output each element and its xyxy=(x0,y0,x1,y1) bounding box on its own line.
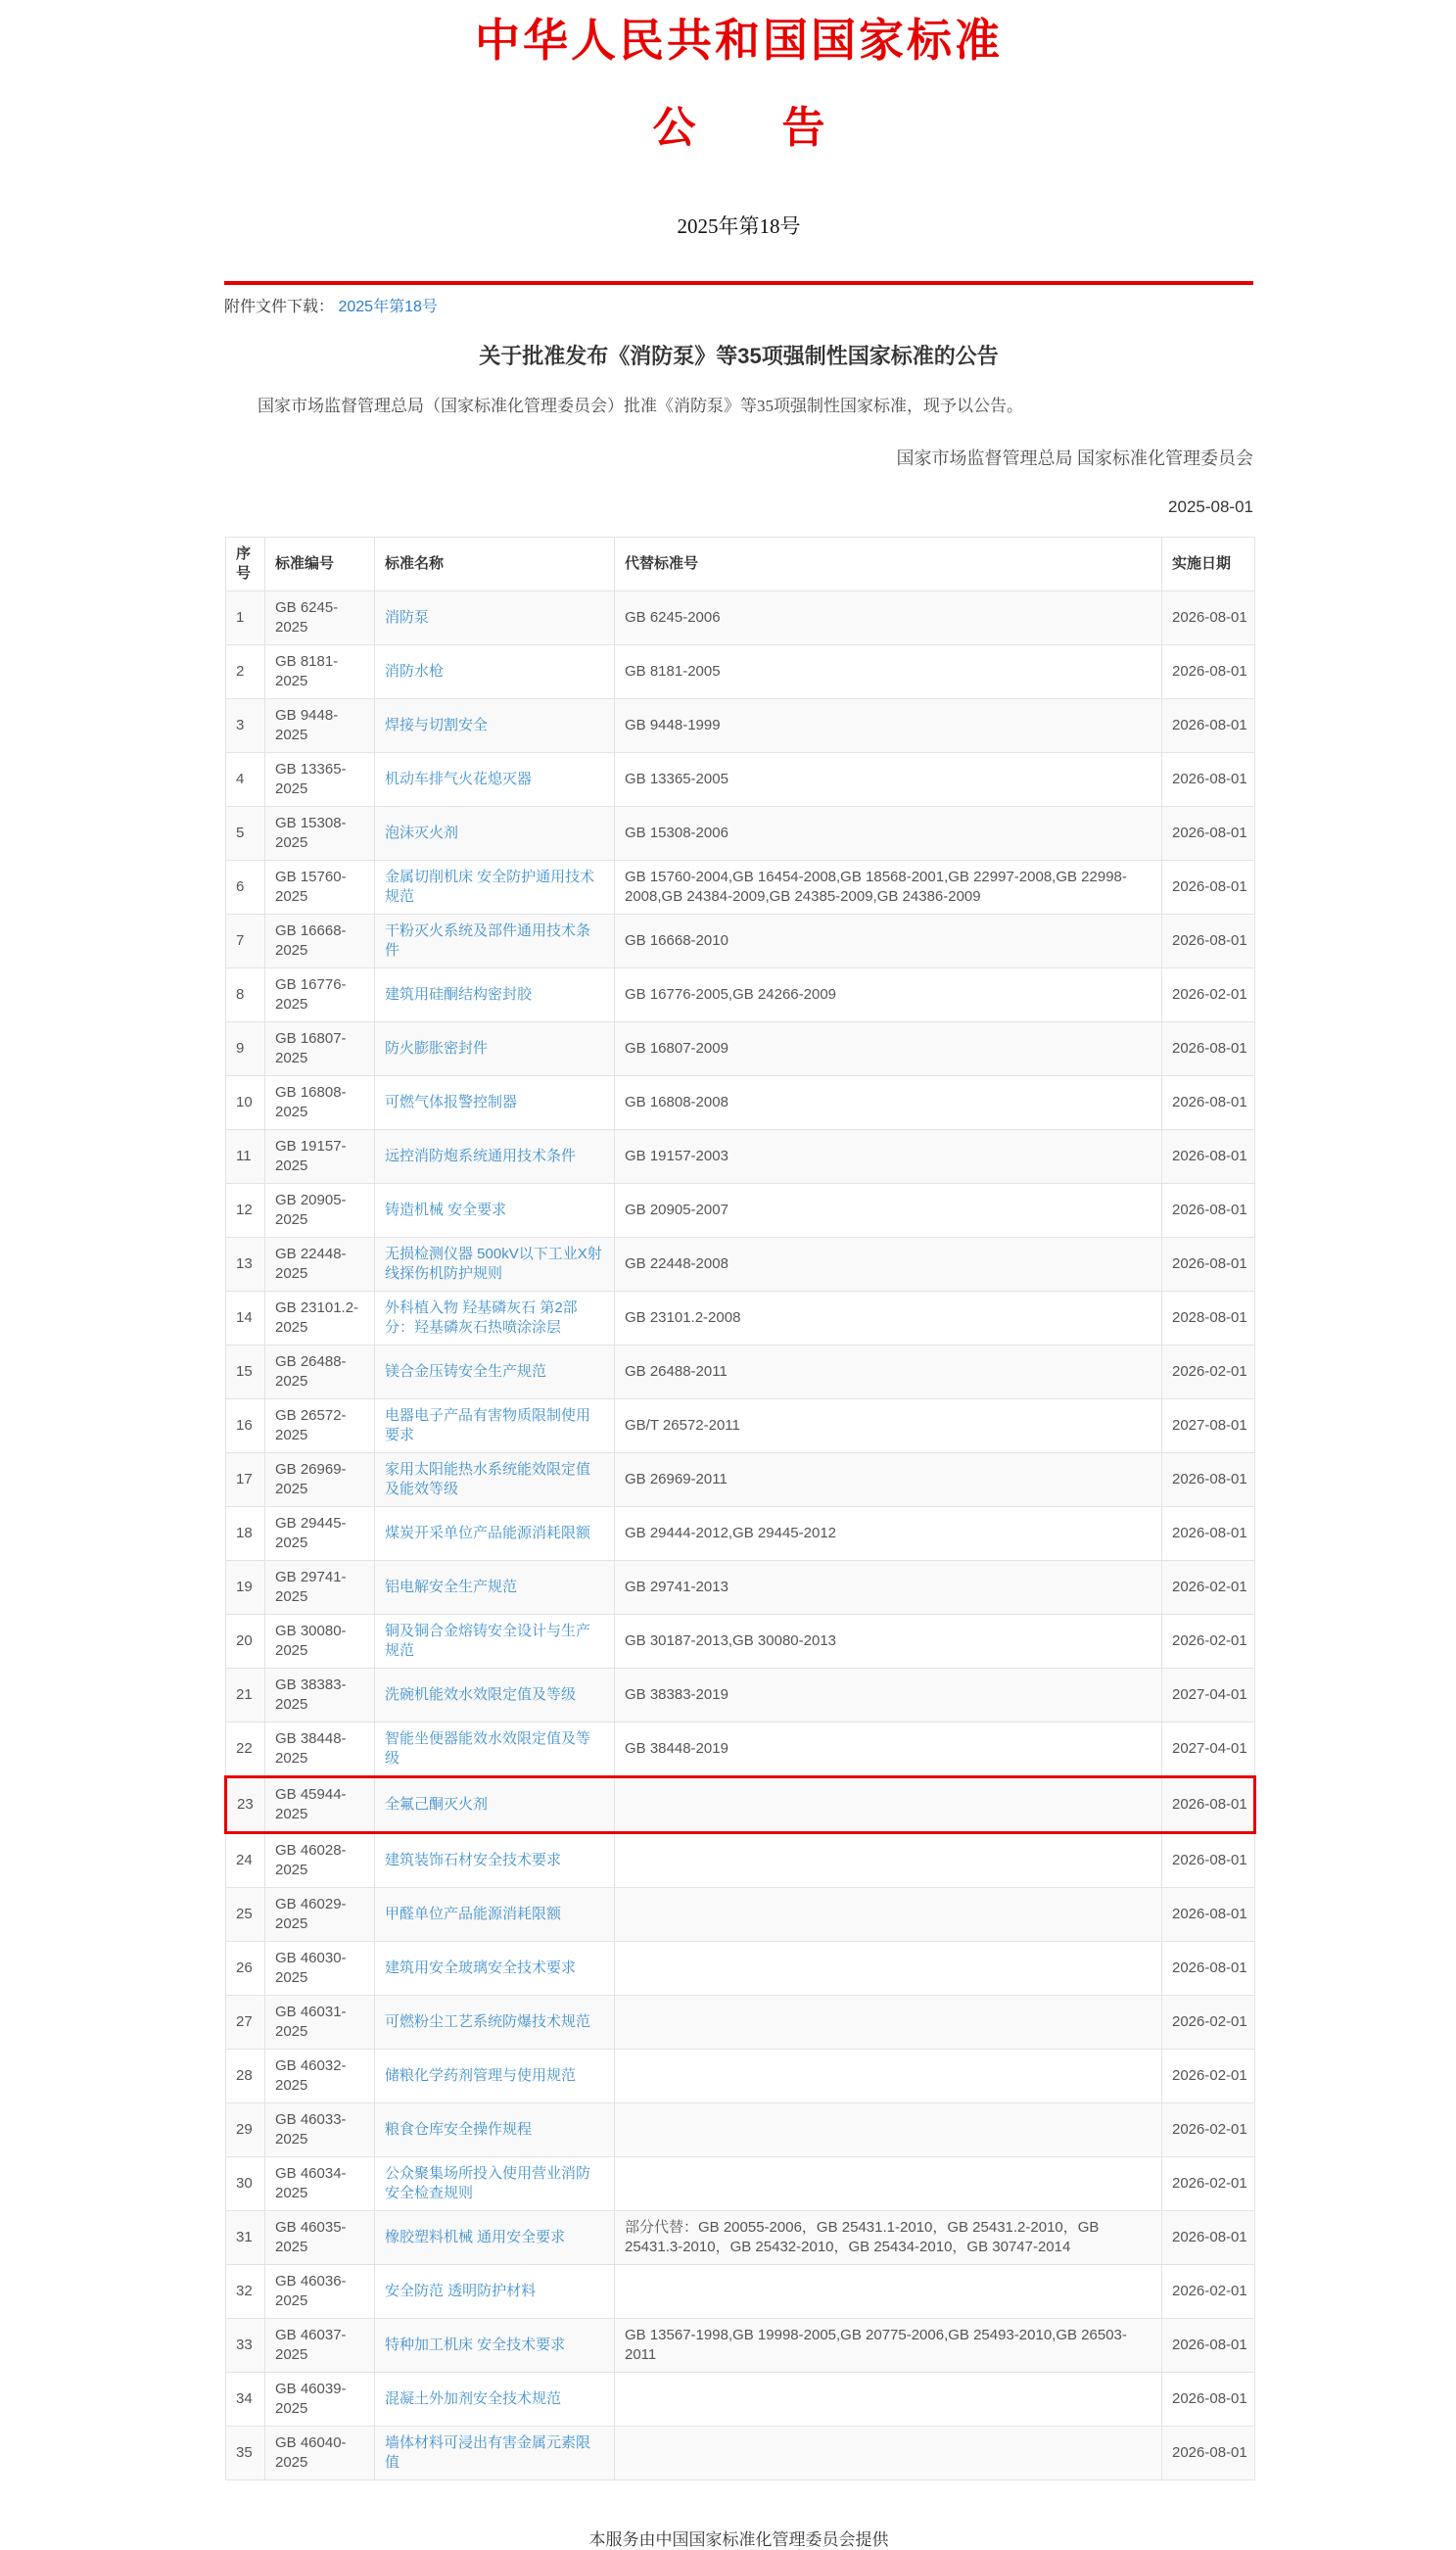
table-row xyxy=(226,1345,1255,1398)
attachment-download-link[interactable]: 2025年第18号 xyxy=(338,299,438,316)
standard-name-link[interactable]: 储粮化学药剂管理与使用规范 xyxy=(385,2066,577,2084)
standard-name-cell xyxy=(375,2156,615,2210)
standard-name-link[interactable]: 远控消防炮系统通用技术条件 xyxy=(385,1147,577,1164)
standard-name-link[interactable]: 无损检测仪器 500kV以下工业X射线探伤机防护规则 xyxy=(385,1245,602,1282)
seq-cell: 33 xyxy=(226,2318,265,2372)
standard-name-link[interactable]: 洗碗机能效水效限定值及等级 xyxy=(385,1685,577,1703)
standard-name-link[interactable]: 安全防范 透明防护材料 xyxy=(385,2282,537,2299)
standard-name-cell xyxy=(375,806,615,860)
standard-code-cell: GB 16807-2025 xyxy=(265,1021,375,1075)
standard-name-cell xyxy=(375,968,615,1021)
replaced-standards-cell: GB 29444-2012,GB 29445-2012 xyxy=(615,1506,1162,1560)
seq-cell: 20 xyxy=(226,1614,265,1668)
standard-name-cell xyxy=(375,1237,615,1291)
implementation-date-cell: 2026-08-01 xyxy=(1162,1021,1255,1075)
column-header: 标准编号 xyxy=(265,537,375,590)
standard-code-cell: GB 46034-2025 xyxy=(265,2156,375,2210)
implementation-date-cell: 2026-02-01 xyxy=(1162,1345,1255,1398)
seq-cell: 22 xyxy=(226,1722,265,1776)
table-row xyxy=(226,1506,1255,1560)
standard-name-link[interactable]: 消防水枪 xyxy=(385,662,445,680)
seq-cell: 19 xyxy=(226,1560,265,1614)
table-row xyxy=(226,1832,1255,1887)
seq-cell: 35 xyxy=(226,2426,265,2479)
issuing-authority-signature: 国家市场监督管理总局 国家标准化管理委员会 xyxy=(896,448,1253,468)
standard-name-cell xyxy=(375,1452,615,1506)
implementation-date-cell: 2027-04-01 xyxy=(1162,1668,1255,1722)
replaced-standards-cell xyxy=(615,2156,1162,2210)
implementation-date-cell: 2026-02-01 xyxy=(1162,2264,1255,2318)
seq-cell: 9 xyxy=(226,1021,265,1075)
implementation-date-cell: 2026-02-01 xyxy=(1162,1614,1255,1668)
standard-name-link[interactable]: 智能坐便器能效水效限定值及等级 xyxy=(385,1729,591,1767)
implementation-date-cell: 2026-08-01 xyxy=(1162,2318,1255,2372)
standard-name-cell xyxy=(375,1345,615,1398)
standard-name-link[interactable]: 建筑用硅酮结构密封胶 xyxy=(385,985,533,1003)
standard-code-cell: GB 46030-2025 xyxy=(265,1941,375,1995)
seq-cell: 18 xyxy=(226,1506,265,1560)
replaced-standards-cell: GB 30187-2013,GB 30080-2013 xyxy=(615,1614,1162,1668)
announcement-body: 国家市场监督管理总局（国家标准化管理委员会）批准《消防泵》等35项强制性国家标准，现予以公告。 xyxy=(258,397,1023,416)
seq-cell: 16 xyxy=(226,1398,265,1452)
seq-cell: 24 xyxy=(226,1832,265,1887)
implementation-date-cell: 2026-08-01 xyxy=(1162,1183,1255,1237)
standard-name-link[interactable]: 煤炭开采单位产品能源消耗限额 xyxy=(385,1524,591,1541)
seq-cell: 30 xyxy=(226,2156,265,2210)
implementation-date-cell: 2026-08-01 xyxy=(1162,1075,1255,1129)
standard-name-cell xyxy=(375,2318,615,2372)
replaced-standards-cell xyxy=(615,1832,1162,1887)
standard-code-cell: GB 16776-2025 xyxy=(265,968,375,1021)
table-row xyxy=(226,698,1255,752)
table-row xyxy=(226,2264,1255,2318)
standard-name-cell xyxy=(375,1668,615,1722)
seq-cell: 10 xyxy=(226,1075,265,1129)
issue-number: 2025年第18号 xyxy=(677,214,801,239)
implementation-date-cell: 2026-08-01 xyxy=(1162,860,1255,914)
table-row xyxy=(226,590,1255,644)
standard-code-cell: GB 16668-2025 xyxy=(265,914,375,968)
announcement-title: 关于批准发布《消防泵》等35项强制性国家标准的公告 xyxy=(479,344,999,369)
standard-name-cell xyxy=(375,1887,615,1941)
standard-code-cell: GB 38448-2025 xyxy=(265,1722,375,1776)
standard-name-cell xyxy=(375,1832,615,1887)
seq-cell: 4 xyxy=(226,752,265,806)
standard-name-link[interactable]: 甲醛单位产品能源消耗限额 xyxy=(385,1905,562,1922)
replaced-standards-cell xyxy=(615,2426,1162,2479)
implementation-date-cell: 2026-08-01 xyxy=(1162,1506,1255,1560)
standard-code-cell: GB 26969-2025 xyxy=(265,1452,375,1506)
table-row xyxy=(226,914,1255,968)
standard-name-cell xyxy=(375,1129,615,1183)
standard-name-cell xyxy=(375,1560,615,1614)
replaced-standards-cell: GB 9448-1999 xyxy=(615,698,1162,752)
seq-cell: 28 xyxy=(226,2049,265,2102)
standard-name-cell xyxy=(375,2426,615,2479)
seq-cell: 8 xyxy=(226,968,265,1021)
standard-name-link[interactable]: 金属切削机床 安全防护通用技术规范 xyxy=(385,868,595,905)
standard-code-cell: GB 38383-2025 xyxy=(265,1668,375,1722)
seq-cell: 17 xyxy=(226,1452,265,1506)
implementation-date-cell: 2026-08-01 xyxy=(1162,1452,1255,1506)
replaced-standards-cell: GB 16807-2009 xyxy=(615,1021,1162,1075)
replaced-standards-cell xyxy=(615,1995,1162,2049)
replaced-standards-cell: GB 16668-2010 xyxy=(615,914,1162,968)
standard-name-cell xyxy=(375,2049,615,2102)
standard-code-cell: GB 13365-2025 xyxy=(265,752,375,806)
seq-cell: 2 xyxy=(226,644,265,698)
standard-code-cell: GB 29741-2025 xyxy=(265,1560,375,1614)
implementation-date-cell: 2026-08-01 xyxy=(1162,1832,1255,1887)
standard-name-cell xyxy=(375,1506,615,1560)
standard-name-cell xyxy=(375,2210,615,2264)
implementation-date-cell: 2026-08-01 xyxy=(1162,1129,1255,1183)
table-row xyxy=(226,1995,1255,2049)
standard-name-link[interactable]: 建筑用安全玻璃安全技术要求 xyxy=(385,1959,577,1976)
seq-cell: 21 xyxy=(226,1668,265,1722)
seq-cell: 6 xyxy=(226,860,265,914)
implementation-date-cell: 2026-02-01 xyxy=(1162,1995,1255,2049)
implementation-date-cell: 2026-02-01 xyxy=(1162,2156,1255,2210)
table-row xyxy=(226,752,1255,806)
standard-name-link[interactable]: 粮食仓库安全操作规程 xyxy=(385,2120,533,2138)
standard-name-link[interactable]: 可燃气体报警控制器 xyxy=(385,1093,518,1110)
standard-code-cell: GB 20905-2025 xyxy=(265,1183,375,1237)
standard-name-link[interactable]: 公众聚集场所投入使用营业消防安全检查规则 xyxy=(385,2164,591,2201)
replaced-standards-cell: GB 13365-2005 xyxy=(615,752,1162,806)
seq-cell: 25 xyxy=(226,1887,265,1941)
standard-name-cell xyxy=(375,698,615,752)
standard-name-cell xyxy=(375,914,615,968)
implementation-date-cell: 2026-02-01 xyxy=(1162,2102,1255,2156)
replaced-standards-cell: GB 13567-1998,GB 19998-2005,GB 20775-2006,GB 25493-2010,GB 26503-2011 xyxy=(615,2318,1162,2372)
standard-code-cell: GB 15308-2025 xyxy=(265,806,375,860)
table-row xyxy=(226,1614,1255,1668)
table-row xyxy=(226,1075,1255,1129)
standards-table xyxy=(224,537,1256,2480)
standard-code-cell: GB 23101.2-2025 xyxy=(265,1291,375,1345)
standard-name-link[interactable]: 家用太阳能热水系统能效限定值及能效等级 xyxy=(385,1460,591,1497)
replaced-standards-cell: 部分代替：GB 20055-2006，GB 25431.1-2010，GB 25431.2-2010，GB 25431.3-2010，GB 25432-2010，GB 25434-2010，GB 30747-2014 xyxy=(615,2210,1162,2264)
standard-name-cell xyxy=(375,1398,615,1452)
standard-code-cell: GB 45944-2025 xyxy=(265,1776,375,1832)
standard-code-cell: GB 19157-2025 xyxy=(265,1129,375,1183)
implementation-date-cell: 2026-08-01 xyxy=(1162,1887,1255,1941)
seq-cell: 27 xyxy=(226,1995,265,2049)
implementation-date-cell: 2026-08-01 xyxy=(1162,2210,1255,2264)
standard-name-link[interactable]: 铜及铜合金熔铸安全设计与生产规范 xyxy=(385,1622,591,1659)
implementation-date-cell: 2026-08-01 xyxy=(1162,914,1255,968)
replaced-standards-cell xyxy=(615,2102,1162,2156)
column-header: 标准名称 xyxy=(375,537,615,590)
table-row xyxy=(226,2210,1255,2264)
replaced-standards-cell xyxy=(615,1941,1162,1995)
column-header: 实施日期 xyxy=(1162,537,1255,590)
announcement-page xyxy=(224,0,1253,2550)
standard-name-link[interactable]: 外科植入物 羟基磷灰石 第2部分：羟基磷灰石热喷涂涂层 xyxy=(385,1299,578,1336)
replaced-standards-cell: GB 15760-2004,GB 16454-2008,GB 18568-2001,GB 22997-2008,GB 22998-2008,GB 24384-2009,GB 24385-2009,GB 24386-2009 xyxy=(615,860,1162,914)
replaced-standards-cell: GB 16808-2008 xyxy=(615,1075,1162,1129)
seq-cell: 32 xyxy=(226,2264,265,2318)
standard-name-cell xyxy=(375,1776,615,1832)
replaced-standards-cell: GB 22448-2008 xyxy=(615,1237,1162,1291)
table-row xyxy=(226,1722,1255,1776)
implementation-date-cell: 2026-08-01 xyxy=(1162,2426,1255,2479)
implementation-date-cell: 2026-02-01 xyxy=(1162,2049,1255,2102)
implementation-date-cell: 2026-08-01 xyxy=(1162,698,1255,752)
replaced-standards-cell: GB 38448-2019 xyxy=(615,1722,1162,1776)
replaced-standards-cell: GB 26969-2011 xyxy=(615,1452,1162,1506)
standard-code-cell: GB 46040-2025 xyxy=(265,2426,375,2479)
standard-code-cell: GB 22448-2025 xyxy=(265,1237,375,1291)
seq-cell: 1 xyxy=(226,590,265,644)
replaced-standards-cell: GB 6245-2006 xyxy=(615,590,1162,644)
standard-name-cell xyxy=(375,644,615,698)
implementation-date-cell: 2026-08-01 xyxy=(1162,2372,1255,2426)
table-row xyxy=(226,1776,1255,1832)
standard-name-link[interactable]: 电器电子产品有害物质限制使用要求 xyxy=(385,1406,591,1443)
standard-name-cell xyxy=(375,1995,615,2049)
implementation-date-cell: 2026-08-01 xyxy=(1162,1941,1255,1995)
table-row xyxy=(226,1291,1255,1345)
standards-table-body xyxy=(226,590,1255,2479)
standard-code-cell: GB 6245-2025 xyxy=(265,590,375,644)
standard-name-cell xyxy=(375,1183,615,1237)
standard-name-cell xyxy=(375,860,615,914)
seq-cell: 15 xyxy=(226,1345,265,1398)
publish-date: 2025-08-01 xyxy=(1168,496,1253,516)
standard-name-link[interactable]: 机动车排气火花熄灭器 xyxy=(385,770,533,787)
replaced-standards-cell: GB 16776-2005,GB 24266-2009 xyxy=(615,968,1162,1021)
standard-name-cell xyxy=(375,1021,615,1075)
table-row xyxy=(226,2372,1255,2426)
replaced-standards-cell: GB 20905-2007 xyxy=(615,1183,1162,1237)
standard-code-cell: GB 46032-2025 xyxy=(265,2049,375,2102)
standard-name-cell xyxy=(375,752,615,806)
standard-name-link[interactable]: 特种加工机床 安全技术要求 xyxy=(385,2336,566,2353)
replaced-standards-cell: GB 15308-2006 xyxy=(615,806,1162,860)
table-row xyxy=(226,2156,1255,2210)
implementation-date-cell: 2026-02-01 xyxy=(1162,1560,1255,1614)
replaced-standards-cell xyxy=(615,1776,1162,1832)
table-row xyxy=(226,806,1255,860)
column-header: 序号 xyxy=(226,537,265,590)
replaced-standards-cell xyxy=(615,1887,1162,1941)
replaced-standards-cell: GB 23101.2-2008 xyxy=(615,1291,1162,1345)
seq-cell: 14 xyxy=(226,1291,265,1345)
standard-name-link[interactable]: 防火膨胀密封件 xyxy=(385,1039,489,1057)
replaced-standards-cell xyxy=(615,2264,1162,2318)
table-row xyxy=(226,2102,1255,2156)
standard-code-cell: GB 9448-2025 xyxy=(265,698,375,752)
standard-name-link[interactable]: 泡沫灭火剂 xyxy=(385,824,459,841)
implementation-date-cell: 2028-08-01 xyxy=(1162,1291,1255,1345)
implementation-date-cell: 2026-08-01 xyxy=(1162,1237,1255,1291)
standard-name-cell xyxy=(375,2372,615,2426)
standard-code-cell: GB 46039-2025 xyxy=(265,2372,375,2426)
seq-cell: 23 xyxy=(226,1776,265,1832)
table-row xyxy=(226,2318,1255,2372)
standard-name-cell xyxy=(375,1614,615,1668)
seq-cell: 12 xyxy=(226,1183,265,1237)
standard-name-cell xyxy=(375,2102,615,2156)
standard-name-link[interactable]: 铝电解安全生产规范 xyxy=(385,1578,518,1595)
table-row xyxy=(226,1237,1255,1291)
table-row xyxy=(226,1887,1255,1941)
standard-code-cell: GB 26572-2025 xyxy=(265,1398,375,1452)
standard-name-link[interactable]: 可燃粉尘工艺系统防爆技术规范 xyxy=(385,2012,591,2030)
replaced-standards-cell xyxy=(615,2049,1162,2102)
page-title: 中华人民共和国国家标准 xyxy=(475,16,1003,66)
replaced-standards-cell: GB 29741-2013 xyxy=(615,1560,1162,1614)
standard-name-link[interactable]: 消防泵 xyxy=(385,608,430,626)
attachment-row xyxy=(224,285,1253,316)
replaced-standards-cell: GB 38383-2019 xyxy=(615,1668,1162,1722)
standard-name-link[interactable]: 焊接与切割安全 xyxy=(385,716,489,733)
implementation-date-cell: 2027-08-01 xyxy=(1162,1398,1255,1452)
seq-cell: 31 xyxy=(226,2210,265,2264)
replaced-standards-cell: GB 26488-2011 xyxy=(615,1345,1162,1398)
table-row xyxy=(226,1560,1255,1614)
standard-code-cell: GB 8181-2025 xyxy=(265,644,375,698)
seq-cell: 13 xyxy=(226,1237,265,1291)
table-row xyxy=(226,1183,1255,1237)
table-row xyxy=(226,1129,1255,1183)
table-row xyxy=(226,860,1255,914)
standard-code-cell: GB 46033-2025 xyxy=(265,2102,375,2156)
table-row xyxy=(226,1668,1255,1722)
replaced-standards-cell: GB 19157-2003 xyxy=(615,1129,1162,1183)
standard-name-cell xyxy=(375,1941,615,1995)
standard-code-cell: GB 46029-2025 xyxy=(265,1887,375,1941)
table-row xyxy=(226,1021,1255,1075)
footer-service-note: 本服务由中国国家标准化管理委员会提供 xyxy=(588,2529,889,2549)
standard-code-cell: GB 46035-2025 xyxy=(265,2210,375,2264)
table-row xyxy=(226,1452,1255,1506)
standard-name-link[interactable]: 橡胶塑料机械 通用安全要求 xyxy=(385,2228,566,2245)
standard-name-link[interactable]: 全氟己酮灭火剂 xyxy=(385,1795,489,1813)
attachment-label: 附件文件下载： xyxy=(224,299,335,316)
replaced-standards-cell xyxy=(615,2372,1162,2426)
implementation-date-cell: 2027-04-01 xyxy=(1162,1722,1255,1776)
standard-name-link[interactable]: 干粉灭火系统及部件通用技术条件 xyxy=(385,921,591,959)
table-row xyxy=(226,1941,1255,1995)
table-row xyxy=(226,1398,1255,1452)
table-row xyxy=(226,2049,1255,2102)
standard-name-link[interactable]: 铸造机械 安全要求 xyxy=(385,1201,507,1218)
table-header-row xyxy=(226,537,1255,590)
table-row xyxy=(226,968,1255,1021)
seq-cell: 11 xyxy=(226,1129,265,1183)
implementation-date-cell: 2026-08-01 xyxy=(1162,644,1255,698)
standard-code-cell: GB 46037-2025 xyxy=(265,2318,375,2372)
standard-name-cell xyxy=(375,1722,615,1776)
standard-code-cell: GB 46028-2025 xyxy=(265,1832,375,1887)
seq-cell: 34 xyxy=(226,2372,265,2426)
seq-cell: 3 xyxy=(226,698,265,752)
implementation-date-cell: 2026-08-01 xyxy=(1162,806,1255,860)
standard-code-cell: GB 46031-2025 xyxy=(265,1995,375,2049)
seq-cell: 29 xyxy=(226,2102,265,2156)
column-header: 代替标准号 xyxy=(615,537,1162,590)
implementation-date-cell: 2026-08-01 xyxy=(1162,590,1255,644)
table-row xyxy=(226,644,1255,698)
replaced-standards-cell: GB/T 26572-2011 xyxy=(615,1398,1162,1452)
standard-code-cell: GB 26488-2025 xyxy=(265,1345,375,1398)
standard-code-cell: GB 46036-2025 xyxy=(265,2264,375,2318)
standard-name-link[interactable]: 混凝土外加剂安全技术规范 xyxy=(385,2389,562,2407)
page-subtitle: 公 告 xyxy=(652,103,825,152)
standard-code-cell: GB 30080-2025 xyxy=(265,1614,375,1668)
standard-code-cell: GB 29445-2025 xyxy=(265,1506,375,1560)
table-row xyxy=(226,2426,1255,2479)
seq-cell: 5 xyxy=(226,806,265,860)
standard-name-cell xyxy=(375,590,615,644)
standard-code-cell: GB 15760-2025 xyxy=(265,860,375,914)
standard-name-cell xyxy=(375,1075,615,1129)
seq-cell: 26 xyxy=(226,1941,265,1995)
implementation-date-cell: 2026-02-01 xyxy=(1162,968,1255,1021)
standard-name-link[interactable]: 镁合金压铸安全生产规范 xyxy=(385,1362,547,1380)
standard-name-link[interactable]: 墙体材料可浸出有害金属元素限值 xyxy=(385,2433,591,2471)
implementation-date-cell: 2026-08-01 xyxy=(1162,752,1255,806)
standard-name-cell xyxy=(375,1291,615,1345)
standard-name-cell xyxy=(375,2264,615,2318)
replaced-standards-cell: GB 8181-2005 xyxy=(615,644,1162,698)
implementation-date-cell: 2026-08-01 xyxy=(1162,1776,1255,1832)
standard-name-link[interactable]: 建筑装饰石材安全技术要求 xyxy=(385,1851,562,1868)
standard-code-cell: GB 16808-2025 xyxy=(265,1075,375,1129)
seq-cell: 7 xyxy=(226,914,265,968)
